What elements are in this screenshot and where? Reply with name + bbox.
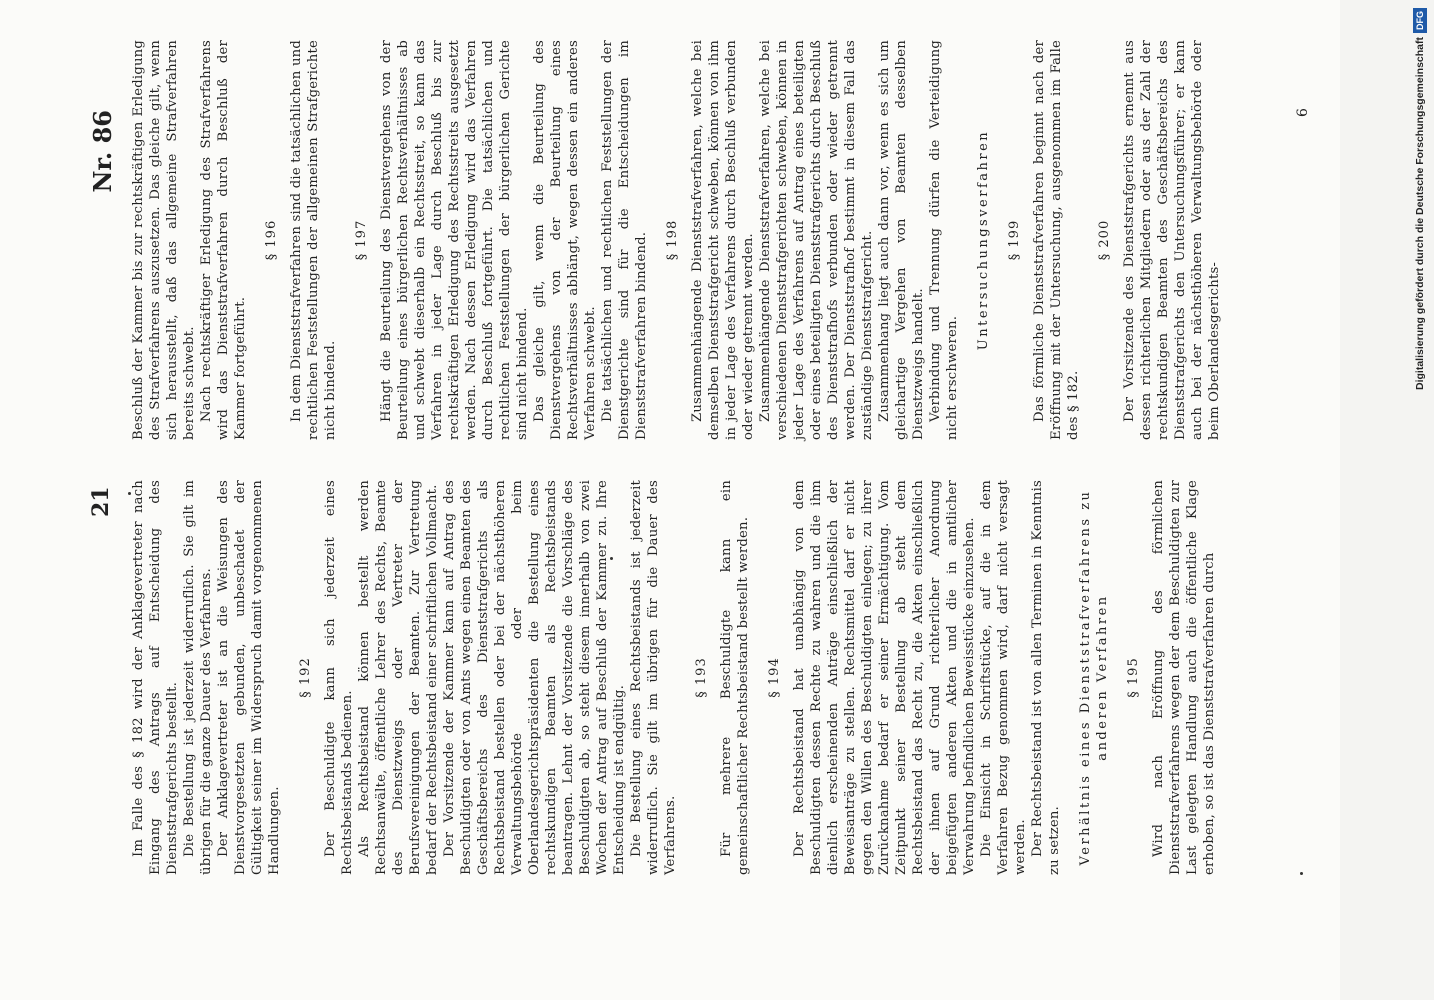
paragraph: In dem Dienststrafverfahren sind die tatsächlichen und rechtlichen Feststellungen der allgemeinen Strafgerichte nicht bindend. — [289, 40, 338, 440]
page-number: 21 — [88, 486, 114, 517]
paragraph: Das gleiche gilt, wenn die Beurteilung des Dienstvergehens von der Beurteilung eines Rechtsverhältnisses abhängt, wegen dessen ein anderes Verfahren schwebt. — [532, 40, 598, 440]
right-column — [130, 40, 1280, 440]
section-number: § 192 — [298, 657, 313, 698]
paragraph: Im Falle des § 182 wird der Anklagevertreter nach Eingang des Antrags auf Entscheidung des Dienststrafgerichts bestellt. — [131, 480, 180, 875]
left-column — [130, 480, 1280, 875]
section-number: § 195 — [1126, 657, 1141, 698]
page-header — [88, 100, 118, 900]
funding-note: Digitalisierung gefördert durch die Deutsche Forschungsgemeinschaft — [1414, 37, 1426, 390]
section-number: § 193 — [694, 657, 709, 698]
chapter-heading: Verhältnis eines Dienststrafverfahrens zu anderen Verfahren — [1078, 489, 1110, 866]
paragraph: Für mehrere Beschuldigte kann ein gemeinschaftlicher Rechtsbeistand bestellt werden. — [719, 480, 751, 875]
section-number: § 198 — [665, 219, 680, 261]
section-number: § 194 — [767, 657, 782, 698]
paragraph: Hängt die Beurteilung des Dienstvergehens von der Beurteilung eines bürgerlichen Rechtsverhältnisses ab und schwebt dieserhalb ein Rechtsstreit, so kann das Verfahren in jeder Lage durch Beschluß bis zur rechtskräftigen Erledigung des Rechtsstreits ausgesetzt werden. Nach dessen Erledigung wird das Verfahren durch Beschluß fortgeführt. Die tatsächlichen und rechtlichen Feststellungen der bürgerlichen Gerichte sind nicht bindend. — [379, 40, 530, 440]
paragraph: Der Beschuldigte kann sich jederzeit eines Rechtsbeistands bedienen. — [323, 480, 355, 875]
paragraph: Verbindung und Trennung dürfen die Verteidigung nicht erschweren. — [928, 40, 960, 440]
paragraph: Beschluß der Kammer bis zur rechtskräftigen Erledigung des Strafverfahrens auszusetzen. Das gleiche gilt, wenn sich herausstellt, daß das allgemeine Strafverfahren bereits schwebt. — [131, 40, 197, 440]
paragraph: Als Rechtsbeistand können bestellt werden Rechtsanwälte, öffentliche Lehrer des Rechts, Beamte des Dienstzweigs oder Vertreter der Berufsvereinigungen der Beamten. Zur Vertretung bedarf der Rechtsbeistand einer schriftlichen Vollmacht. — [357, 480, 440, 875]
chapter-heading: Untersuchungsverfahren — [976, 129, 991, 351]
dfg-side-note — [1408, 8, 1432, 948]
paragraph: Zusammenhang liegt auch dann vor, wenn es sich um gleichartige Vergehen von Beamten desselben Dienstzweigs handelt. — [877, 40, 926, 440]
paragraph: Der Anklagevertreter ist an die Weisungen des Dienstvorgesetzten gebunden, unbeschadet der Gültigkeit seiner im Widerspruch damit vorgenommenen Handlungen. — [216, 480, 282, 875]
paragraph: Der Vorsitzende der Kammer kann auf Antrag des Beschuldigten oder von Amts wegen einen Beamten des Geschäftsbereichs des Dienststrafgerichts als Rechtsbeistand bestellen oder bei der nächsthöheren Verwaltungsbehörde oder beim Oberlandesgerichtspräsidenten die Bestellung eines rechtskundigen Beamten als Rechtsbeistands beantragen. Lehnt der Vorsitzende die Vorschläge des Beschuldigten ab, so steht diesem innerhalb von zwei Wochen der Antrag auf Beschluß der Kammer zu. Ihre Entscheidung ist endgültig. — [442, 480, 627, 875]
paragraph: Der Vorsitzende des Dienststrafgerichts ernennt aus dessen richterlichen Mitgliedern oder aus der Zahl der rechtskundigen Beamten des Geschäftsbereichs des Dienststrafgerichts den Untersuchungsführer; er kann auch bei der nächsthöheren Verwaltungsbehörde oder beim Oberlandesgerichts- — [1122, 40, 1222, 440]
section-number: § 197 — [354, 219, 369, 261]
speck-mark — [610, 557, 613, 560]
paragraph: Die Einsicht in Schriftstücke, auf die in dem Verfahren Bezug genommen wird, darf nicht versagt werden. — [979, 480, 1028, 875]
paragraph: Der Rechtsbeistand hat unabhängig von dem Beschuldigten dessen Rechte zu wahren und die ihm dienlich erscheinenden Anträge einschließlich der Beweisanträge zu stellen. Rechtsmittel darf er nicht gegen den Willen des Beschuldigten einlegen; zu ihrer Zurücknahme bedarf er seiner Ermächtigung. Vom Zeitpunkt seiner Bestellung ab steht dem Rechtsbeistand das Recht zu, die Akten einschließlich der ihnen auf Grund richterlicher Anordnung beigefügten anderen Akten und die in amtlicher Verwahrung befindlichen Beweisstücke einzusehen. — [792, 480, 977, 875]
paragraph: Nach rechtskräftiger Erledigung des Strafverfahrens wird das Dienststrafverfahren durch Beschluß der Kammer fortgeführt. — [199, 40, 248, 440]
paragraph: Wird nach Eröffnung des förmlichen Dienststrafverfahrens wegen der dem Beschuldigten zur Last gelegten Handlung auch die öffentliche Klage erhoben, so ist das Dienststrafverfahren durch — [1151, 480, 1217, 875]
paragraph: Zusammenhängende Dienststrafverfahren, welche bei demselben Dienststrafgericht schweben, können von ihm in jeder Lage des Verfahrens durch Beschluß verbunden oder wieder getrennt werden. — [690, 40, 756, 440]
section-number: § 199 — [1007, 219, 1022, 261]
dfg-logo: DFG — [1413, 8, 1427, 33]
paragraph: Die Bestellung ist jederzeit widerruflich. Sie gilt im übrigen für die ganze Dauer des Verfahrens. — [182, 480, 214, 875]
section-number: § 196 — [264, 219, 279, 261]
paragraph: Die tatsächlichen und rechtlichen Feststellungen der Dienstgerichte sind für die Entscheidungen im Dienststrafverfahren bindend. — [600, 40, 649, 440]
speck-mark — [1300, 872, 1303, 875]
paragraph: Der Rechtsbeistand ist von allen Terminen in Kenntnis zu setzen. — [1030, 480, 1062, 875]
signature-mark: 6 — [1295, 108, 1311, 117]
issue-number: Nr. 86 — [88, 110, 117, 193]
section-number: § 200 — [1097, 219, 1112, 261]
paragraph: Die Bestellung eines Rechtsbeistands ist jederzeit widerruflich. Sie gilt im übrigen für die Dauer des Verfahrens. — [629, 480, 678, 875]
paragraph: Das förmliche Dienststrafverfahren beginnt nach der Eröffnung mit der Untersuchung, ausgenommen im Falle des § 182. — [1032, 40, 1081, 440]
paragraph: Zusammenhängende Dienststrafverfahren, welche bei verschiedenen Dienststrafgerichten schweben, können in jeder Lage des Verfahrens auf Antrag eines beteiligten oder eines beteiligten Dienststrafgerichts durch Beschluß des Dienststrafhofs verbunden oder wieder getrennt werden. Der Dienststrafhof bestimmt in diesem Fall das zuständige Dienststrafgericht. — [758, 40, 875, 440]
speck-mark — [128, 492, 131, 495]
